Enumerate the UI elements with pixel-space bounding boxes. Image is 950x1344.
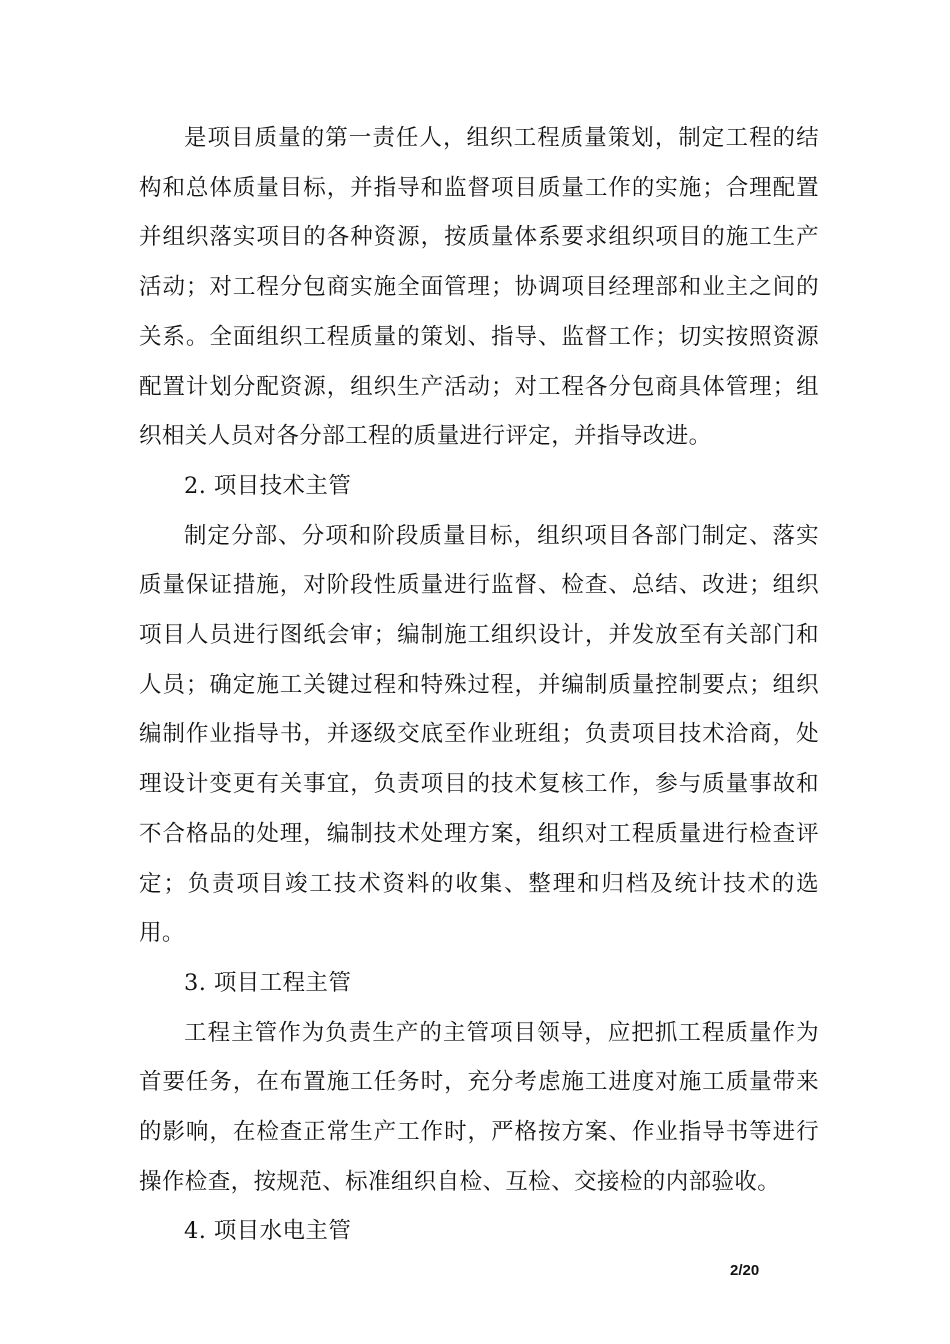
paragraph-project-manager-duties: 是项目质量的第一责任人，组织工程质量策划，制定工程的结构和总体质量目标，并指导和监督项目质量工作的实施；合理配置并组织落实项目的各种资源，按质量体系要求组织项目的施工生产活动；对工程分包商实施全面管理；协调项目经理部和业主之间的关系。全面组织工程质量的策划、指导、监督工作；切实按照资源配置计划分配资源，组织生产活动；对工程各分包商具体管理；组织相关人员对各分部工程的质量进行评定，并指导改进。	[139, 125, 819, 450]
paragraph-engineering-supervisor-duties: 工程主管作为负责生产的主管项目领导，应把抓工程质量作为首要任务，在布置施工任务时，充分考虑施工进度对施工质量带来的影响，在检查正常生产工作时，严格按方案、作业指导书等进行操作检查，按规范、标准组织自检、互检、交接检的内部验收。	[139, 1019, 819, 1195]
section-heading-plumbing-electrical-supervisor: 4. 项目水电主管	[184, 1218, 352, 1245]
page-number: 2/20	[730, 1262, 760, 1279]
paragraph-technical-supervisor-duties: 制定分部、分项和阶段质量目标，组织项目各部门制定、落实质量保证措施，对阶段性质量进行监督、检查、总结、改进；组织项目人员进行图纸会审；编制施工组织设计，并发放至有关部门和人员；确定施工关键过程和特殊过程，并编制质量控制要点；组织编制作业指导书，并逐级交底至作业班组；负责项目技术洽商，处理设计变更有关事宜，负责项目的技术复核工作，参与质量事故和不合格品的处理，编制技术处理方案，组织对工程质量进行检查评定；负责项目竣工技术资料的收集、整理和归档及统计技术的选用。	[139, 522, 819, 947]
document-body	[139, 114, 819, 1257]
section-heading-technical-supervisor: 2. 项目技术主管	[184, 472, 352, 499]
section-heading-engineering-supervisor: 3. 项目工程主管	[184, 969, 352, 996]
